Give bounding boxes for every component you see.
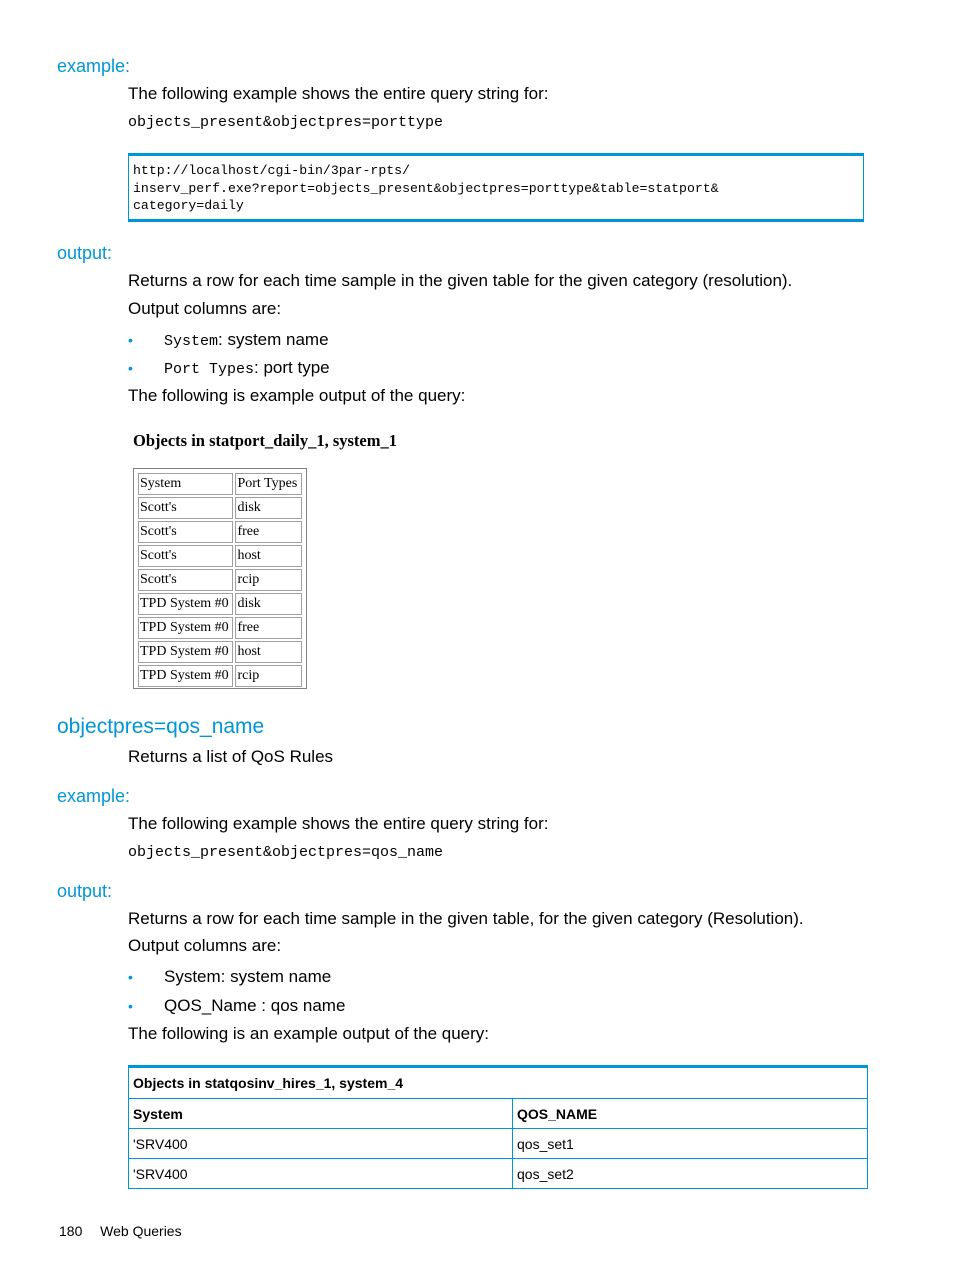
page-number: 180 xyxy=(59,1223,83,1239)
table-row xyxy=(138,641,302,663)
bullet-text: : port type xyxy=(254,358,330,377)
bullet-icon: • xyxy=(128,332,133,348)
example-output-intro-2: The following is an example output of the query: xyxy=(128,1024,489,1043)
table-cell: TPD System #0 xyxy=(138,641,233,663)
code-line: http://localhost/cgi-bin/3par-rpts/ xyxy=(133,163,410,178)
table-cell: 'SRV400 xyxy=(129,1159,513,1189)
table-title-row xyxy=(129,1067,868,1099)
bullet-item xyxy=(164,358,330,378)
output-columns-label-1: Output columns are: xyxy=(128,299,282,318)
table-cell: disk xyxy=(235,497,302,519)
example-intro-1: The following example shows the entire query string for: xyxy=(128,84,549,103)
legacy-table-title: Objects in statport_daily_1, system_1 xyxy=(133,431,397,450)
table-cell: qos_set2 xyxy=(513,1159,868,1189)
table-row xyxy=(138,545,302,567)
output-heading-1: output: xyxy=(57,243,113,263)
output-desc-2: Returns a row for each time sample in the given table, for the given category (Resolution). xyxy=(128,909,804,928)
table-cell: disk xyxy=(235,593,302,615)
bullet-item: QOS_Name : qos name xyxy=(164,996,346,1015)
table-row xyxy=(138,497,302,519)
table-header-cell: Port Types xyxy=(235,473,302,495)
code-line: inserv_perf.exe?report=objects_present&objectpres=porttype&table=statport& xyxy=(133,180,719,196)
bullet-icon: • xyxy=(128,360,133,376)
example-heading-2: example: xyxy=(57,786,131,806)
qos-output-table xyxy=(128,1065,868,1189)
example-intro-2: The following example shows the entire query string for: xyxy=(128,814,549,833)
table-cell: Scott's xyxy=(138,521,233,543)
bullet-item: System: system name xyxy=(164,967,332,986)
example-heading-1: example: xyxy=(57,56,131,76)
query-string-2: objects_present&objectpres=qos_name xyxy=(128,844,444,861)
output-heading-2: output: xyxy=(57,881,113,901)
table-header-cell: System xyxy=(129,1099,513,1129)
table-cell: Scott's xyxy=(138,569,233,591)
table-title: Objects in statqosinv_hires_1, system_4 xyxy=(129,1067,868,1099)
page-footer xyxy=(59,1223,182,1239)
table-cell: free xyxy=(235,521,302,543)
section-desc-qos: Returns a list of QoS Rules xyxy=(128,747,334,766)
table-cell: 'SRV400 xyxy=(129,1129,513,1159)
table-header-cell: QOS_NAME xyxy=(513,1099,868,1129)
example-output-intro-1: The following is example output of the query: xyxy=(128,386,466,405)
table-row xyxy=(138,617,302,639)
table-header-row xyxy=(138,473,302,495)
table-cell: TPD System #0 xyxy=(138,593,233,615)
table-cell: rcip xyxy=(235,665,302,687)
table-cell: TPD System #0 xyxy=(138,617,233,639)
bullet-item xyxy=(164,330,329,350)
bullet-text: : system name xyxy=(218,330,329,349)
table-cell: TPD System #0 xyxy=(138,665,233,687)
table-cell: free xyxy=(235,617,302,639)
table-row xyxy=(138,521,302,543)
table-row xyxy=(129,1129,868,1159)
output-columns-label-2: Output columns are: xyxy=(128,936,282,955)
bullet-icon: • xyxy=(128,969,133,985)
bullet-icon: • xyxy=(128,998,133,1014)
query-string-1: objects_present&objectpres=porttype xyxy=(128,114,444,131)
bullet-code: Port Types xyxy=(164,361,255,378)
table-row xyxy=(138,569,302,591)
table-cell: qos_set1 xyxy=(513,1129,868,1159)
legacy-output-table xyxy=(133,468,307,689)
table-cell: Scott's xyxy=(138,545,233,567)
table-header-cell: System xyxy=(138,473,233,495)
table-cell: host xyxy=(235,641,302,663)
output-desc-1: Returns a row for each time sample in the given table for the given category (resolution). xyxy=(128,271,793,290)
section-heading-qos: objectpres=qos_name xyxy=(57,715,265,738)
table-row xyxy=(138,665,302,687)
table-row xyxy=(129,1159,868,1189)
table-row xyxy=(138,593,302,615)
table-cell: Scott's xyxy=(138,497,233,519)
bullet-code: System xyxy=(164,333,219,350)
table-cell: rcip xyxy=(235,569,302,591)
footer-section-name: Web Queries xyxy=(100,1223,182,1239)
table-header-row xyxy=(129,1099,868,1129)
code-line: category=daily xyxy=(133,198,244,213)
table-cell: host xyxy=(235,545,302,567)
code-block xyxy=(128,153,864,222)
